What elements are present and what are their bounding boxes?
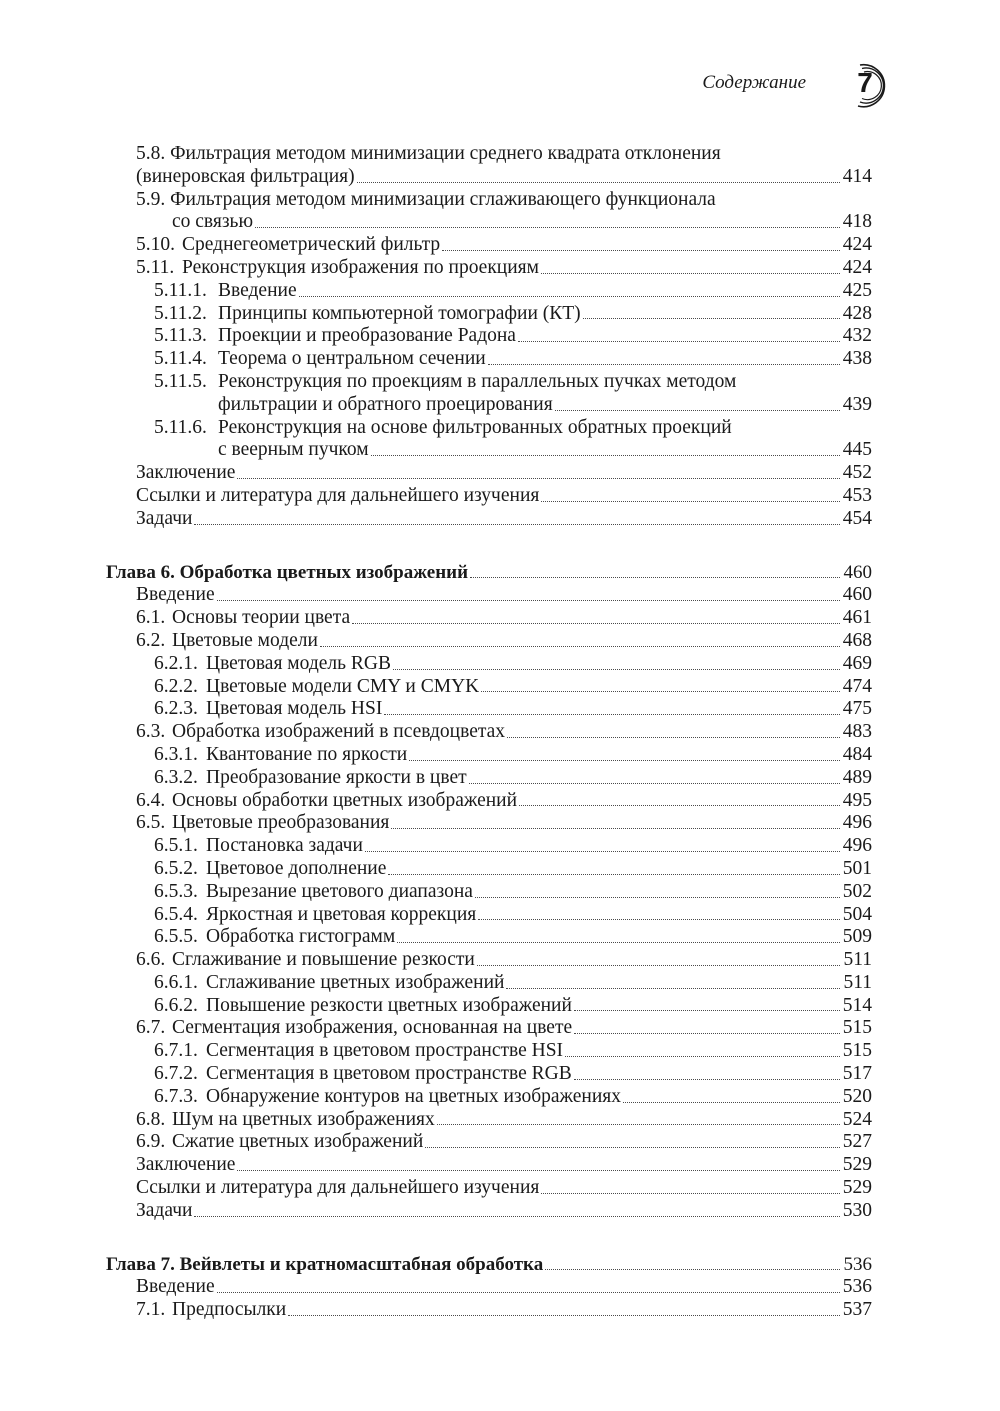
toc-entry[interactable] <box>0 744 1000 767</box>
toc-entry-text: Цветовое дополнение <box>206 857 387 879</box>
toc-entry-number: 5.10. <box>136 234 175 256</box>
dot-leader <box>555 410 840 411</box>
toc-entry-text: Постановка задачи <box>206 835 363 857</box>
dot-leader <box>545 1269 840 1270</box>
toc-entry[interactable] <box>0 1299 1000 1322</box>
chapter6-entries <box>0 584 1000 1222</box>
toc-entry-continued <box>0 417 1000 440</box>
toc-entry[interactable] <box>0 257 1000 280</box>
toc-entry[interactable] <box>0 1086 1000 1109</box>
toc-entry[interactable] <box>0 508 1000 531</box>
toc-page-number: 515 <box>842 1040 872 1062</box>
toc-entry-text: Основы обработки цветных изображений <box>172 789 518 811</box>
toc-entry-number: 6.6. <box>136 949 166 971</box>
dot-leader <box>475 897 840 898</box>
toc-page-number: 529 <box>842 1154 872 1176</box>
toc-page-number: 475 <box>842 698 872 720</box>
page-number: 7 <box>857 67 873 98</box>
toc-entry-text: Сегментация в цветовом пространстве HSI <box>206 1040 564 1062</box>
toc-page-number: 527 <box>842 1131 872 1153</box>
toc-page-number: 432 <box>842 325 872 347</box>
toc-entry-number: 5.8. <box>136 143 166 164</box>
toc-entry[interactable] <box>0 166 1000 189</box>
dot-leader <box>217 1292 840 1293</box>
toc-entry[interactable] <box>0 234 1000 257</box>
dot-leader <box>237 1170 840 1171</box>
toc-page-number: 495 <box>842 789 872 811</box>
toc-entry-text: Фильтрация методом минимизации среднего квадрата отклонения <box>170 143 721 164</box>
toc-entry[interactable] <box>0 1109 1000 1132</box>
dot-leader <box>352 623 840 624</box>
toc-entry[interactable] <box>0 211 1000 234</box>
chapter6-section <box>0 562 1000 1223</box>
toc-entry[interactable] <box>0 325 1000 348</box>
toc-entry-number: 6.3.2. <box>154 766 198 788</box>
dot-leader <box>384 714 840 715</box>
dot-leader <box>425 1147 840 1148</box>
toc-entry[interactable] <box>0 394 1000 417</box>
toc-entry-number: 6.7.2. <box>154 1063 198 1085</box>
toc-page-number: 428 <box>842 302 872 324</box>
toc-page-number: 418 <box>842 211 872 233</box>
toc-entry[interactable] <box>0 949 1000 972</box>
toc-entry-text: Обработка гистограмм <box>206 926 396 948</box>
toc-entry-text: Среднегеометрический фильтр <box>182 234 441 256</box>
dot-leader <box>365 851 840 852</box>
toc-entry[interactable] <box>0 485 1000 508</box>
dot-leader <box>541 1193 840 1194</box>
toc-entry[interactable] <box>0 858 1000 881</box>
toc-entry-number: 6.2.2. <box>154 675 198 697</box>
toc-page-number: 474 <box>842 675 872 697</box>
dot-leader <box>388 874 840 875</box>
toc-entry[interactable] <box>0 1200 1000 1223</box>
toc-entry-number: 6.3.1. <box>154 743 198 765</box>
chapter5-tail <box>0 143 1000 531</box>
toc-entry-continued <box>0 143 1000 166</box>
toc-entry-text: Ссылки и литература для дальнейшего изучения <box>136 1177 540 1199</box>
dot-leader <box>541 273 840 274</box>
toc-entry[interactable] <box>0 812 1000 835</box>
toc-page-number: 536 <box>842 1276 872 1298</box>
toc-page-number: 453 <box>842 484 872 506</box>
dot-leader <box>565 1056 840 1057</box>
dot-leader <box>477 965 840 966</box>
toc-entry-number: 6.6.1. <box>154 971 198 993</box>
toc-entry[interactable] <box>0 790 1000 813</box>
toc-entry-number: 6.9. <box>136 1131 166 1153</box>
toc-page-number: 524 <box>842 1108 872 1130</box>
toc-entry-number: 5.11. <box>136 256 175 278</box>
toc-page-number: 502 <box>842 880 872 902</box>
chapter-heading[interactable] <box>0 1254 1000 1277</box>
toc-entry-number: 6.7. <box>136 1017 166 1039</box>
toc-entry-text: Сглаживание и повышение резкости <box>172 949 475 971</box>
dot-leader <box>481 691 840 692</box>
toc-page-number: 504 <box>842 903 872 925</box>
toc-entry-number: 6.6.2. <box>154 994 198 1016</box>
toc-entry-number: 6.3. <box>136 721 166 743</box>
toc-page-number: 496 <box>842 812 872 834</box>
toc-entry[interactable] <box>0 1131 1000 1154</box>
toc-page-number: 460 <box>842 584 872 606</box>
toc-entry-text: Теорема о центральном сечении <box>218 348 486 370</box>
dot-leader <box>255 227 840 228</box>
toc-entry-text: Реконструкция по проекциям в параллельных пучках методом <box>218 370 737 392</box>
toc-page-number: 484 <box>842 743 872 765</box>
toc-page-number: 468 <box>842 629 872 651</box>
toc-entry[interactable] <box>0 280 1000 303</box>
toc-entry[interactable] <box>0 698 1000 721</box>
toc-entry[interactable] <box>0 348 1000 371</box>
dot-leader <box>320 646 840 647</box>
toc-entry-text: фильтрации и обратного проецирования <box>218 393 553 415</box>
dot-leader <box>397 942 840 943</box>
dot-leader <box>194 1216 840 1217</box>
toc-entry[interactable] <box>0 1154 1000 1177</box>
toc-entry-text: Цветовые модели <box>172 629 318 651</box>
dot-leader <box>518 341 840 342</box>
toc-page-number: 509 <box>842 926 872 948</box>
section-gap <box>0 1223 1000 1254</box>
toc-page-number: 469 <box>842 652 872 674</box>
chapter-title: Глава 6. Обработка цветных изображений <box>106 561 469 583</box>
toc-entry-number: 6.5. <box>136 812 166 834</box>
toc-entry-number: 6.8. <box>136 1108 166 1130</box>
toc-entry-number: 6.5.4. <box>154 903 198 925</box>
toc-page-number: 425 <box>842 279 872 301</box>
dot-leader <box>574 1010 840 1011</box>
dot-leader <box>507 737 840 738</box>
dot-leader <box>393 669 840 670</box>
toc-entry[interactable] <box>0 653 1000 676</box>
toc-entry-text: Повышение резкости цветных изображений <box>206 994 572 1016</box>
dot-leader <box>237 478 840 479</box>
toc-page-number: 438 <box>842 348 872 370</box>
toc-entry[interactable] <box>0 972 1000 995</box>
toc-entry-number: 5.11.5. <box>154 370 207 392</box>
toc-entry[interactable] <box>0 904 1000 927</box>
toc-page-number: 489 <box>842 766 872 788</box>
toc-page-number: 514 <box>842 994 872 1016</box>
running-header <box>0 62 1000 122</box>
toc-page-number: 424 <box>842 234 872 256</box>
toc-entry-text: Ссылки и литература для дальнейшего изучения <box>136 484 540 506</box>
toc-entry-text: Предпосылки <box>172 1299 287 1321</box>
toc-entry-number: 5.11.6. <box>154 416 207 438</box>
toc-entry-text: Сегментация в цветовом пространстве RGB <box>206 1063 572 1085</box>
toc-entry-text: Заключение <box>136 462 236 484</box>
toc-page-number: 517 <box>842 1063 872 1085</box>
toc-entry-number: 6.2.1. <box>154 652 198 674</box>
toc-entry[interactable] <box>0 676 1000 699</box>
toc-entry[interactable] <box>0 1276 1000 1299</box>
toc-entry-number: 6.2. <box>136 629 166 651</box>
toc-entry-text: Задачи <box>136 1199 193 1221</box>
toc-page-number: 414 <box>842 165 872 187</box>
dot-leader <box>519 805 840 806</box>
toc-entry-text: Введение <box>136 1276 215 1298</box>
toc-entry-text: Фильтрация методом минимизации сглаживающего функционала <box>170 188 716 210</box>
dot-leader <box>357 182 840 183</box>
toc-entry-number: 6.2.3. <box>154 698 198 720</box>
dot-leader <box>574 1033 840 1034</box>
toc-page-number: 537 <box>842 1299 872 1321</box>
toc-entry[interactable] <box>0 835 1000 858</box>
toc-entry-text: Цветовые модели CMY и CMYK <box>206 675 480 697</box>
toc-page-number: 454 <box>842 507 872 529</box>
toc-entry[interactable] <box>0 630 1000 653</box>
section-gap <box>0 531 1000 562</box>
dot-leader <box>391 828 840 829</box>
toc-entry[interactable] <box>0 926 1000 949</box>
toc-entry-text: Реконструкция изображения по проекциям <box>182 256 539 278</box>
dot-leader <box>194 524 840 525</box>
toc-entry[interactable] <box>0 1040 1000 1063</box>
toc-entry-text: Сегментация изображения, основанная на цвете <box>172 1017 573 1039</box>
toc-entry[interactable] <box>0 607 1000 630</box>
toc-entry-text: Сглаживание цветных изображений <box>206 971 505 993</box>
toc-page-number: 460 <box>843 561 872 583</box>
toc-entry-text: Проекции и преобразование Радона <box>218 325 516 347</box>
toc-page-number: 501 <box>842 857 872 879</box>
toc-entry-text: с веерным пучком <box>218 439 369 461</box>
toc-page-number: 483 <box>842 721 872 743</box>
toc-entry[interactable] <box>0 439 1000 462</box>
toc-page-number: 530 <box>842 1199 872 1221</box>
toc-page-number: 536 <box>843 1253 872 1275</box>
toc-entry-number: 6.5.1. <box>154 835 198 857</box>
toc-entry[interactable] <box>0 721 1000 744</box>
toc-entry-text: Реконструкция на основе фильтрованных обратных проекций <box>218 416 732 438</box>
toc-entry-text: Цветовые преобразования <box>172 812 390 834</box>
toc-entry[interactable] <box>0 1063 1000 1086</box>
dot-leader <box>623 1102 840 1103</box>
toc-page-number: 515 <box>842 1017 872 1039</box>
toc-page-number: 529 <box>842 1177 872 1199</box>
toc-entry-text: Яркостная и цветовая коррекция <box>206 903 477 925</box>
toc-entry-number: 6.7.3. <box>154 1085 198 1107</box>
section-title: Содержание <box>702 72 806 93</box>
dot-leader <box>371 455 840 456</box>
dot-leader <box>478 919 840 920</box>
toc-entry[interactable] <box>0 995 1000 1018</box>
toc-entry-number: 6.5.3. <box>154 880 198 902</box>
toc-page-number: 511 <box>843 949 872 971</box>
toc-entry-number: 5.11.1. <box>154 279 207 301</box>
toc-entry[interactable] <box>0 881 1000 904</box>
dot-leader <box>437 1124 840 1125</box>
toc-page-number: 461 <box>842 607 872 629</box>
toc-entry[interactable] <box>0 1017 1000 1040</box>
toc-page-number: 511 <box>843 971 872 993</box>
dot-leader <box>299 296 840 297</box>
toc-entry-text: Преобразование яркости в цвет <box>206 766 467 788</box>
toc-entry[interactable] <box>0 303 1000 326</box>
toc-page-number: 424 <box>842 256 872 278</box>
toc-page-number: 452 <box>842 462 872 484</box>
toc-entry-number: 6.5.2. <box>154 857 198 879</box>
chapter-heading[interactable] <box>0 562 1000 585</box>
dot-leader <box>574 1079 840 1080</box>
dot-leader <box>288 1315 840 1316</box>
dot-leader <box>488 364 840 365</box>
table-of-contents <box>0 143 1000 1322</box>
dot-leader <box>470 577 840 578</box>
dot-leader <box>217 600 840 601</box>
toc-entry-number: 5.11.4. <box>154 348 207 370</box>
toc-entry-number: 7.1. <box>136 1299 166 1321</box>
dot-leader <box>583 318 840 319</box>
chapter-title: Глава 7. Вейвлеты и кратномасштабная обработка <box>106 1253 544 1275</box>
chapter7-section <box>0 1254 1000 1322</box>
toc-entry-text: Заключение <box>136 1154 236 1176</box>
toc-entry-text: Вырезание цветового диапазона <box>206 880 473 902</box>
toc-entry-text: со связью <box>172 211 254 233</box>
toc-entry[interactable] <box>0 462 1000 485</box>
toc-entry-text: Обработка изображений в псевдоцветах <box>172 721 506 743</box>
toc-entry-text: Введение <box>136 584 215 606</box>
toc-entry-number: 5.11.3. <box>154 325 207 347</box>
toc-entry[interactable] <box>0 584 1000 607</box>
toc-entry-text: Цветовая модель RGB <box>206 652 391 674</box>
toc-entry-number: 5.9. <box>136 188 166 210</box>
toc-page-number: 520 <box>842 1085 872 1107</box>
toc-entry-text: Принципы компьютерной томографии (КТ) <box>218 302 581 324</box>
toc-entry-number: 6.5.5. <box>154 926 198 948</box>
toc-entry-text: Задачи <box>136 507 193 529</box>
dot-leader <box>442 250 840 251</box>
toc-entry-number: 5.11.2. <box>154 302 207 324</box>
toc-page-number: 496 <box>842 835 872 857</box>
toc-entry-text: Сжатие цветных изображений <box>172 1131 424 1153</box>
toc-page-number: 445 <box>842 439 872 461</box>
toc-entry[interactable] <box>0 767 1000 790</box>
toc-entry-text: Шум на цветных изображениях <box>172 1108 435 1130</box>
dot-leader <box>541 501 840 502</box>
toc-entry-number: 6.1. <box>136 607 166 629</box>
toc-entry[interactable] <box>0 1177 1000 1200</box>
toc-entry-text: Введение <box>218 279 297 301</box>
toc-entry-number: 6.4. <box>136 789 166 811</box>
toc-entry-number: 6.7.1. <box>154 1040 198 1062</box>
dot-leader <box>506 988 840 989</box>
toc-entry-text: Основы теории цвета <box>172 607 351 629</box>
toc-entry-text: (винеровская фильтрация) <box>136 165 355 187</box>
toc-entry-text: Обнаружение контуров на цветных изображениях <box>206 1085 622 1107</box>
toc-entry-text: Квантование по яркости <box>206 743 408 765</box>
chapter7-entries <box>0 1276 1000 1322</box>
toc-entry-text: Цветовая модель HSI <box>206 698 383 720</box>
toc-page-number: 439 <box>842 393 872 415</box>
toc-entry-continued <box>0 189 1000 212</box>
dot-leader <box>469 783 840 784</box>
toc-entry-continued <box>0 371 1000 394</box>
dot-leader <box>409 760 840 761</box>
